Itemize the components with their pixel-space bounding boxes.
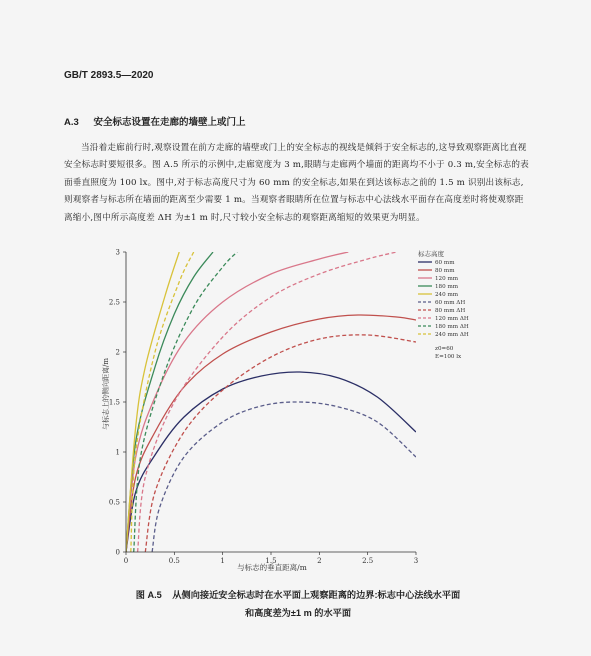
y-tick-label: 3 xyxy=(115,248,120,257)
chart-legend xyxy=(418,249,469,360)
x-tick-label: 0.5 xyxy=(168,557,180,565)
y-tick-label: 1.5 xyxy=(108,398,120,407)
figure-caption-line1: 从侧向接近安全标志时在水平面上观察距离的边界:标志中心法线水平面 xyxy=(172,590,461,600)
series-line-1 xyxy=(126,372,416,552)
legend-entry: 180 mm xyxy=(435,284,459,290)
series-line-8 xyxy=(138,252,397,552)
figure-caption-line2: 和高度差为±1 m 的水平面 xyxy=(244,608,352,618)
series-line-9 xyxy=(134,252,238,552)
y-tick-label: 2 xyxy=(115,348,120,357)
x-tick-label: 2 xyxy=(317,557,322,565)
y-tick-label: 0 xyxy=(115,548,120,557)
series-line-6 xyxy=(152,402,416,552)
legend-entry: 60 mm ΔH xyxy=(435,300,466,306)
legend-entry: 80 mm ΔH xyxy=(435,308,466,314)
legend-entry: 80 mm xyxy=(435,268,455,274)
x-tick-label: 3 xyxy=(413,557,419,565)
body-paragraph-block xyxy=(64,140,532,227)
legend-entry: 120 mm ΔH xyxy=(435,316,469,322)
figure-caption xyxy=(64,586,532,622)
section-number: A.3 xyxy=(64,117,79,128)
figure-number: 图 A.5 xyxy=(135,590,162,600)
legend-entry: 240 mm xyxy=(435,292,459,298)
legend-entry: 180 mm ΔH xyxy=(435,324,469,330)
x-tick-label: 1.5 xyxy=(265,557,277,565)
y-axis-label: 与标志上的侧向距离/m xyxy=(102,358,110,430)
legend-entry: 240 mm ΔH xyxy=(435,332,469,338)
x-axis-label: 与标志的垂直距离/m xyxy=(237,563,307,572)
section-title: 安全标志设置在走廊的墙壁上或门上 xyxy=(93,117,246,128)
legend-note: z0=60 xyxy=(435,346,454,352)
series-line-10 xyxy=(131,252,194,552)
x-tick-label: 1 xyxy=(220,557,225,565)
standard-number: GB/T 2893.5—2020 xyxy=(64,70,154,81)
legend-entry: 120 mm xyxy=(435,276,459,282)
series-line-7 xyxy=(145,335,416,552)
x-tick-label: 2.5 xyxy=(362,557,374,565)
x-tick-label: 0 xyxy=(123,557,129,565)
y-tick-label: 2.5 xyxy=(108,298,120,307)
viewing-distance-chart xyxy=(96,244,476,574)
legend-title: 标志高度 xyxy=(418,250,444,258)
legend-entry: 60 mm xyxy=(435,260,455,266)
y-tick-labels xyxy=(109,249,126,557)
y-tick-label: 1 xyxy=(115,448,120,457)
plot-curves xyxy=(126,252,416,552)
y-tick-label: 0.5 xyxy=(108,498,120,507)
body-paragraph: 当沿着走廊前行时,观察设置在前方走廊的墙壁或门上的安全标志的视线是倾斜于安全标志的,这导致观察距离比直视安全标志时要短很多。图 A.5 所示的示例中,走廊宽度为 3 m,眼睛与走廊两个墙面的距离均不小于 0.3 m,安全标志的表面垂直照度为 100 lx。图中,对于标志高度尺寸为 60 mm 的安全标志,如果在到达该标志之前的 1.5 m 识别出该标志,则观察者与标志所在墙面的距离至少需要 1 m。当观察者眼睛所在位置与标志中心法线水平面存在高度差时将使观察距离缩小,图中所示高度差 ΔH 为±1 m 时,尺寸较小安全标志的观察距离缩短的效果更为明显。 xyxy=(64,143,529,223)
section-heading xyxy=(64,114,245,128)
legend-note: E=100 lx xyxy=(435,354,462,360)
